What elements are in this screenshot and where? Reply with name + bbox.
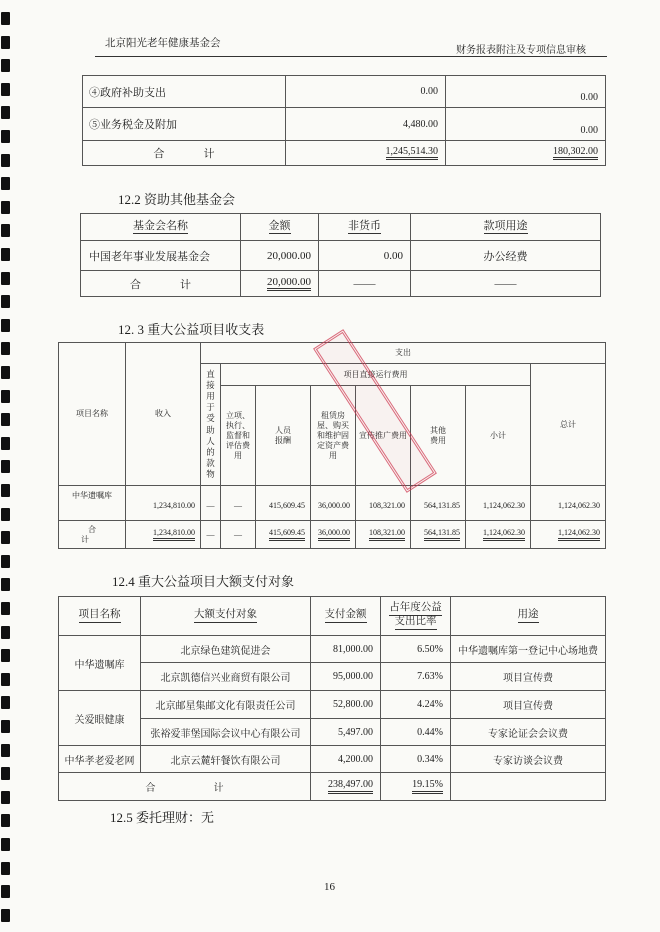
- row-label: ⑤业务税金及附加: [89, 119, 177, 131]
- ratio-cell: 0.34%: [381, 746, 451, 773]
- header-project-name: 项目名称: [59, 343, 126, 486]
- header-cell: [451, 597, 606, 636]
- prior-year-total: 180,302.00: [553, 146, 598, 161]
- binding-hole: [1, 696, 10, 709]
- section-title-12-3: 12. 3 重大公益项目收支表: [118, 322, 265, 337]
- section-12-5-entrusted-investment: 12.5 委托理财：无: [110, 810, 215, 825]
- ratio-cell: 6.50%: [381, 636, 451, 663]
- header-document-title: 财务报表附注及专项信息审核: [456, 45, 586, 56]
- payee-cell: 北京云麓轩餐饮有限公司: [141, 746, 311, 773]
- binding-hole: [1, 177, 10, 190]
- total-direct-aid-cell: —: [201, 521, 221, 549]
- header-cell: [411, 214, 601, 241]
- total-personnel-cell: [256, 521, 311, 549]
- total-promotion: 108,321.00: [369, 528, 405, 540]
- binding-hole: [1, 814, 10, 827]
- total-amount: 238,497.00: [328, 779, 373, 794]
- binding-hole: [1, 508, 10, 521]
- header-ratio-line2: 支出比率: [395, 616, 437, 630]
- prior-year-total-cell: [446, 141, 606, 166]
- header-rent-cell: [311, 386, 356, 486]
- total-subtotal: 1,124,062.30: [483, 528, 525, 540]
- header-other: 其他费用: [429, 425, 446, 445]
- table-row: [59, 636, 606, 663]
- header-direct-aid: 直接用于受助人的款物: [206, 369, 215, 479]
- binding-hole: [1, 673, 10, 686]
- binding-hole: [1, 390, 10, 403]
- binding-hole: [1, 36, 10, 49]
- purpose-cell: 办公经费: [411, 241, 601, 271]
- direct-aid-cell: —: [201, 486, 221, 521]
- payee-cell: 北京邮星集邮文化有限责任公司: [141, 691, 311, 719]
- total-income: 1,234,810.00: [153, 528, 195, 540]
- binding-hole: [1, 484, 10, 497]
- binding-hole: [1, 59, 10, 72]
- total-purpose-cell: ——: [411, 271, 601, 297]
- table-row: [59, 691, 606, 719]
- total-label: 合 计: [81, 524, 132, 544]
- current-year-value: 4,480.00: [403, 118, 438, 130]
- total-purpose-cell: [451, 773, 606, 801]
- header-cell: [141, 597, 311, 636]
- header-operating-costs: 项目直接运行费用: [221, 364, 531, 386]
- project-name-cell: 中华遗嘱库: [59, 486, 126, 521]
- project-name-cell: 中华孝老爱老网: [59, 746, 141, 773]
- payee-cell: 北京凯德信兴业商贸有限公司: [141, 663, 311, 691]
- total-amount-cell: [311, 773, 381, 801]
- total-rent-cell: [311, 521, 356, 549]
- binding-hole: [1, 130, 10, 143]
- amount-cell: 20,000.00: [241, 241, 319, 271]
- approval-cell: —: [221, 486, 256, 521]
- large-payments-table: [58, 596, 606, 801]
- binding-hole: [1, 295, 10, 308]
- binding-hole: [1, 555, 10, 568]
- binding-hole: [1, 201, 10, 214]
- header-ratio-line1: 占年度公益: [389, 602, 442, 616]
- amount-cell: 95,000.00: [311, 663, 381, 691]
- binding-hole: [1, 12, 10, 25]
- binding-hole: [1, 838, 10, 851]
- header-approval-cell: [221, 386, 256, 486]
- purpose-cell: 专家访谈会议费: [451, 746, 606, 773]
- ratio-cell: 7.63%: [381, 663, 451, 691]
- header-cell: [381, 597, 451, 636]
- total-label: 合 计: [130, 278, 205, 291]
- prior-year-value: 0.00: [580, 125, 598, 136]
- header-organization: 北京阳光老年健康基金会: [105, 38, 221, 49]
- binding-hole: [1, 460, 10, 473]
- total-personnel: 415,609.45: [269, 528, 305, 540]
- major-project-income-expense-table: [58, 342, 606, 549]
- binding-hole: [1, 106, 10, 119]
- total-rent: 36,000.00: [318, 528, 350, 540]
- header-cell: [81, 214, 241, 241]
- header-rent: 租赁房屋、购买和维护固定资产费用: [316, 410, 349, 460]
- header-purpose: 款项用途: [484, 220, 528, 234]
- total-row: [59, 521, 606, 549]
- ratio-cell: 4.24%: [381, 691, 451, 719]
- project-name-cell: 关爱眼健康: [59, 691, 141, 746]
- total-amount-cell: [241, 271, 319, 297]
- total-subtotal-cell: [466, 521, 531, 549]
- binding-hole: [1, 83, 10, 96]
- header-payee: 大额支付对象: [194, 609, 257, 623]
- table-row: [59, 746, 606, 773]
- current-year-total-cell: [286, 141, 446, 166]
- binding-hole: [1, 720, 10, 733]
- amount-cell: 5,497.00: [311, 719, 381, 746]
- header-income: 收入: [126, 343, 201, 486]
- foundation-name-cell: 中国老年事业发展基金会: [81, 241, 241, 271]
- payee-cell: 北京绿色建筑促进会: [141, 636, 311, 663]
- personnel-cell: 415,609.45: [256, 486, 311, 521]
- ratio-cell: 0.44%: [381, 719, 451, 746]
- total-non-cash-cell: ——: [319, 271, 411, 297]
- header-purpose: 用途: [518, 609, 539, 623]
- amount-cell: 4,200.00: [311, 746, 381, 773]
- binding-hole: [1, 578, 10, 591]
- foundation-grants-table: [80, 213, 601, 297]
- header-approval: 立项、执行、监督和评估费用: [225, 410, 250, 460]
- header-total: 总计: [531, 364, 606, 486]
- header-cell: [241, 214, 319, 241]
- section-title-12-2: 12.2 资助其他基金会: [118, 192, 236, 207]
- header-payment-amount: 支付金额: [325, 609, 367, 623]
- binding-hole: [1, 885, 10, 898]
- grand-total: 1,124,062.30: [558, 528, 600, 540]
- total-label: 合 计: [145, 783, 248, 794]
- header-non-cash: 非货币: [348, 220, 381, 234]
- rent-cell: 36,000.00: [311, 486, 356, 521]
- purpose-cell: 专家论证会会议费: [451, 719, 606, 746]
- header-direct-aid-cell: [201, 364, 221, 486]
- header-foundation-name: 基金会名称: [133, 220, 188, 234]
- table-row: [81, 241, 601, 271]
- total-row: [59, 773, 606, 801]
- current-year-cell: [286, 76, 446, 108]
- total-ratio: 19.15%: [412, 779, 443, 794]
- header-amount: 金额: [269, 220, 291, 234]
- binding-hole: [1, 767, 10, 780]
- section-title-12-4: 12.4 重大公益项目大额支付对象: [112, 574, 295, 589]
- header-expense: 支出: [201, 343, 606, 364]
- total-amount: 20,000.00: [267, 276, 311, 292]
- binding-hole: [1, 319, 10, 332]
- non-cash-cell: 0.00: [319, 241, 411, 271]
- header-cell: [59, 597, 141, 636]
- total-label-cell: [81, 271, 241, 297]
- table-header-row: [81, 214, 601, 241]
- header-other-cell: [411, 386, 466, 486]
- prior-year-value: 0.00: [580, 92, 598, 103]
- binding-hole: [1, 413, 10, 426]
- header-cell: [319, 214, 411, 241]
- header-subtotal: 小计: [466, 386, 531, 486]
- purpose-cell: 中华遗嘱库第一登记中心场地费: [451, 636, 606, 663]
- binding-hole: [1, 626, 10, 639]
- other-cell: 564,131.85: [411, 486, 466, 521]
- binding-hole: [1, 366, 10, 379]
- total-label-cell: [59, 521, 132, 549]
- binding-hole: [1, 154, 10, 167]
- total-row: [81, 271, 601, 297]
- header-project-name: 项目名称: [79, 609, 121, 623]
- amount-cell: 81,000.00: [311, 636, 381, 663]
- binding-hole: [1, 531, 10, 544]
- current-year-cell: [286, 108, 446, 141]
- binding-hole: [1, 224, 10, 237]
- total-label: 合 计: [153, 148, 229, 160]
- table-header-row: [59, 597, 606, 636]
- header-promotion: 宣传推广费用: [356, 386, 411, 486]
- income-cell: 1,234,810.00: [126, 486, 201, 521]
- table-row: [83, 108, 606, 141]
- total-ratio-cell: [381, 773, 451, 801]
- current-year-value: 0.00: [420, 86, 438, 97]
- binding-hole: [1, 649, 10, 662]
- payee-cell: 张裕爱菲堡国际会议中心有限公司: [141, 719, 311, 746]
- table-row: [59, 663, 606, 691]
- amount-cell: 52,800.00: [311, 691, 381, 719]
- page-number: 16: [324, 881, 335, 893]
- header-personnel-cell: [256, 386, 311, 486]
- binding-hole: [1, 862, 10, 875]
- binding-hole: [1, 342, 10, 355]
- binding-hole: [1, 437, 10, 450]
- grand-total-cell: [531, 521, 606, 549]
- row-label-cell: [83, 76, 286, 108]
- table-row: [83, 76, 606, 108]
- binding-hole: [1, 909, 10, 922]
- project-name-cell: 中华遗嘱库: [59, 636, 141, 691]
- binding-hole: [1, 744, 10, 757]
- table-header-row: [59, 343, 606, 364]
- total-cell: 1,124,062.30: [531, 486, 606, 521]
- total-label-cell: [83, 141, 286, 166]
- purpose-cell: 项目宣传费: [451, 691, 606, 719]
- current-year-total: 1,245,514.30: [386, 146, 439, 161]
- promotion-cell: 108,321.00: [356, 486, 411, 521]
- binding-hole: [1, 248, 10, 261]
- total-income-cell: [126, 521, 201, 549]
- binding-hole: [1, 272, 10, 285]
- table-row: [59, 486, 606, 521]
- header-cell: [311, 597, 381, 636]
- table-row: [59, 719, 606, 746]
- total-label-cell: [59, 773, 311, 801]
- binding-hole: [1, 602, 10, 615]
- total-promotion-cell: [356, 521, 411, 549]
- purpose-cell: 项目宣传费: [451, 663, 606, 691]
- prior-year-cell: [446, 108, 606, 141]
- subtotal-cell: 1,124,062.30: [466, 486, 531, 521]
- header-rule: [95, 56, 607, 57]
- row-label-cell: [83, 108, 286, 141]
- total-approval-cell: —: [221, 521, 256, 549]
- row-label: ④政府补助支出: [89, 87, 166, 99]
- total-other: 564,131.85: [424, 528, 460, 540]
- prior-year-cell: [446, 76, 606, 108]
- binding-hole: [1, 791, 10, 804]
- expense-continuation-table: [82, 75, 606, 166]
- total-other-cell: [411, 521, 466, 549]
- total-row: [83, 141, 606, 166]
- header-personnel: 人员报酬: [274, 425, 291, 445]
